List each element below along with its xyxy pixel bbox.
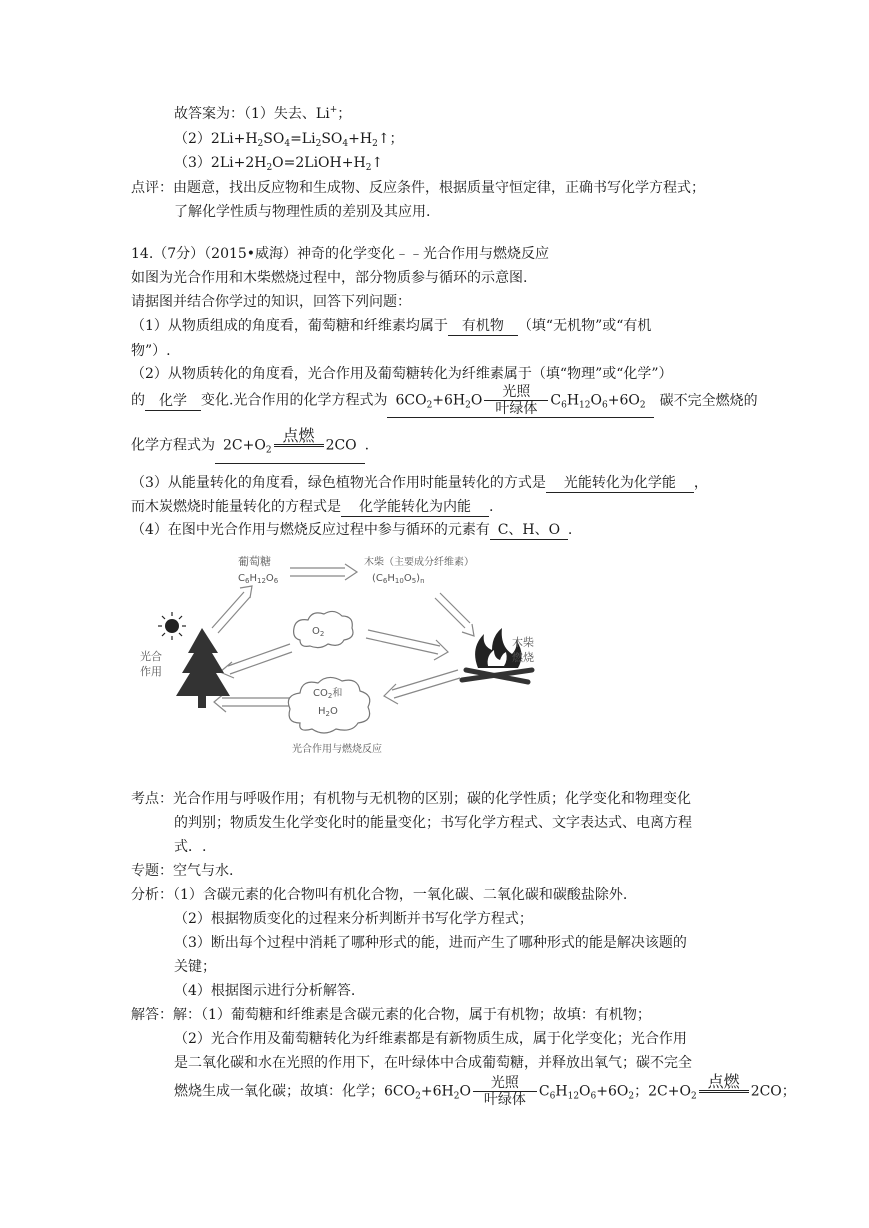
question-part-3-cont [131, 497, 493, 517]
eq-part: 2C+O [648, 1083, 691, 1100]
eq2-part: SO [321, 131, 343, 147]
part-text: （4）在图中光合作用与燃烧反应过程中参与循环的元素有 [131, 522, 490, 538]
burn-label-1: 木柴 [512, 636, 534, 649]
question-part-1-cont: 物”）. [131, 343, 171, 359]
jieda-line-3: 是二氧化碳和水在光照的作用下，在叶绿体中合成葡萄糖，并释放出氧气；碳不完全 [174, 1055, 692, 1071]
eq-sub: 2 [628, 1091, 635, 1102]
eq-sub: 12 [567, 1091, 580, 1102]
answer-equation-2 [174, 129, 404, 149]
eq-sub: 12 [579, 400, 591, 411]
part-text: （填“无机物”或“有机 [517, 318, 652, 334]
eq-part: H [566, 392, 580, 409]
eq-sub: 6 [601, 400, 608, 411]
eq3-sub: 2 [365, 163, 372, 173]
eq-part: C [550, 392, 562, 409]
jieda-line-1: 解答：解：（1）葡萄糖和纤维素是含碳元素的化合物，属于有机物；故填：有机物； [131, 1007, 651, 1023]
eq-part: C [538, 1083, 550, 1100]
eq-sub: 6 [590, 1091, 597, 1102]
answer-equation-3 [174, 153, 383, 173]
jieda-text: 燃烧生成一氧化碳；故填：化学； [174, 1083, 384, 1100]
eq-part: 6CO [384, 1083, 416, 1100]
answer-end: ； [337, 106, 352, 122]
eq2-part: +H [348, 131, 373, 147]
eq-part: +6O [607, 392, 640, 409]
answer-blank: 化学能转化为内能 [341, 498, 489, 517]
comment-line-2: 了解化学性质与物理性质的差别及其应用. [174, 204, 431, 220]
eq-sub: 2 [465, 400, 471, 411]
eq3-sub: 2 [266, 163, 273, 173]
arrow-o2-to-fire [366, 630, 448, 660]
glucose-label: 葡萄糖 [238, 555, 271, 568]
eq2-sub: 2 [257, 139, 264, 149]
eq3-part: O=2LiOH+H [272, 155, 366, 171]
carbon-cycle-diagram [140, 548, 540, 760]
eq-sub: 2 [639, 400, 646, 411]
question-part-1 [131, 316, 651, 336]
part-text: 而木炭燃烧时能量转化的方程式是 [131, 499, 341, 515]
eq2-part: SO [263, 131, 285, 147]
eq-part: +6O [596, 1083, 629, 1100]
figure-caption: 光合作用与燃烧反应 [292, 744, 382, 755]
part-text: . [489, 499, 494, 515]
reaction-condition [274, 428, 324, 463]
zhuanti-line: 专题：空气与水. [131, 863, 234, 879]
fenxi-line-1: 分析：（1）含碳元素的化合物叫有机化合物，一氧化碳、二氧化碳和碳酸盐除外. [131, 887, 628, 903]
part-text: 碳不完全燃烧的 [659, 392, 758, 409]
question-part-2-equation [131, 384, 758, 418]
question-part-3 [131, 473, 708, 493]
jieda-text: ； [634, 1083, 649, 1100]
h2o-label: $H_2O$ [318, 706, 338, 718]
jieda-line-4 [174, 1074, 796, 1109]
burn-equation [215, 428, 365, 464]
jieda-text: ； [781, 1083, 796, 1100]
eq-sub: 2 [265, 445, 272, 456]
condition-top: 点燃 [282, 426, 315, 445]
arrow-fire-to-co2 [384, 670, 460, 704]
sun-icon [158, 612, 186, 640]
wood-label: 木柴（主要成分纤维素） [364, 557, 474, 568]
eq-part: O [470, 392, 483, 409]
o2-label: $O_2$ [312, 626, 325, 638]
eq-part: H [555, 1083, 568, 1100]
eq-sub: 2 [415, 1091, 421, 1102]
eq-part: 2C+O [223, 437, 266, 454]
co2-label: $CO_2$和 [313, 688, 343, 700]
part-text: 化学方程式为 [131, 437, 215, 454]
condition-top: 光照 [490, 1075, 519, 1091]
question-part-2-burn [131, 428, 369, 464]
condition-top: 光照 [502, 384, 531, 400]
arrow-wood-to-fire [435, 593, 474, 636]
answer-blank: C、H、O [490, 521, 568, 540]
answer-line-1 [174, 104, 351, 124]
eq-sub: 2 [690, 1091, 697, 1102]
eq-part: 2CO [325, 437, 357, 454]
answer-sup: + [329, 105, 338, 115]
eq-sub: 2 [426, 400, 433, 411]
eq-part: +6H [432, 392, 466, 409]
question-intro-1: 如图为光合作用和木柴燃烧过程中，部分物质参与循环的示意图. [131, 270, 528, 286]
part-text: （1）从物质组成的角度看，葡萄糖和纤维素均属于 [131, 318, 448, 334]
fenxi-line-4: 关键； [174, 959, 216, 975]
eq-part: 2CO [750, 1083, 782, 1100]
part-text: . [364, 437, 370, 454]
eq-sub: 6 [549, 1091, 556, 1102]
tree-icon [176, 628, 230, 708]
kaodian-line-3: 式．. [174, 839, 207, 855]
eq-part: O [579, 1083, 591, 1100]
part-text: ， [693, 475, 708, 491]
eq-sub: 6 [561, 400, 567, 411]
eq2-part: （2）2Li+H [174, 131, 258, 147]
eq2-part: =Li [290, 131, 316, 147]
kaodian-line-2: 的判别；物质发生化学变化时的能量变化；书写化学方程式、文字表达式、电离方程 [174, 815, 692, 831]
condition-bottom: 叶绿体 [495, 401, 538, 417]
eq3-part: ↑ [371, 155, 384, 171]
eq3-part: （3）2Li+2H [174, 155, 267, 171]
reaction-condition [699, 1074, 749, 1109]
part-text: 的 [131, 392, 145, 409]
fenxi-line-3: （3）断出每个过程中消耗了哪种形式的能，进而产生了哪种形式的能是解决该题的 [174, 935, 687, 951]
answer-text: 故答案为：（1）失去、Li [174, 106, 330, 122]
part-text: . [567, 522, 573, 538]
eq-sub: 2 [453, 1091, 460, 1102]
photosynthesis-equation [387, 384, 653, 418]
eq2-sub: 2 [315, 139, 322, 149]
eq2-sub: 4 [284, 139, 291, 149]
eq-part: O [590, 392, 602, 409]
eq2-sub: 4 [342, 139, 349, 149]
question-intro-2: 请据图并结合你学过的知识，回答下列问题： [131, 294, 411, 310]
part-text: （3）从能量转化的角度看，绿色植物光合作用时能量转化的方式是 [131, 475, 546, 491]
kaodian-line-1: 考点：光合作用与呼吸作用；有机物与无机物的区别；碳的化学性质；化学变化和物理变化 [131, 791, 691, 807]
arrow-glucose-to-wood [290, 564, 357, 580]
eq-part: O [459, 1083, 471, 1100]
question-title: 14.（7分）（2015•威海）神奇的化学变化﹣﹣光合作用与燃烧反应 [131, 246, 550, 262]
condition-bottom: 叶绿体 [483, 1092, 526, 1108]
fenxi-line-5: （4）根据图示进行分析解答. [174, 983, 356, 999]
glucose-formula: $C_6H_{12}O_6$ [238, 573, 279, 585]
answer-blank: 化学 [145, 392, 201, 411]
eq2-part: ↑； [377, 131, 404, 147]
wood-formula: $(C_6H_{10}O_5)_n$ [372, 573, 425, 585]
answer-blank: 光能转化为化学能 [546, 474, 694, 493]
photosynthesis-label-1: 光合 [140, 650, 162, 663]
question-part-2: （2）从物质转化的角度看，光合作用及葡萄糖转化为纤维素属于（填“物理”或“化学”） [131, 366, 673, 382]
arrow-tree-to-glucose [212, 586, 252, 633]
reaction-condition [473, 1075, 537, 1108]
burn-label-2: 燃烧 [512, 651, 534, 664]
arrow-to-tree [220, 644, 292, 678]
eq-part: +6H [420, 1083, 454, 1100]
jieda-line-2: （2）光合作用及葡萄糖转化为纤维素都是有新物质生成，属于化学变化；光合作用 [174, 1031, 687, 1047]
answer-blank: 有机物 [448, 317, 518, 336]
condition-top: 点燃 [707, 1072, 740, 1091]
eq-part: 6CO [395, 392, 427, 409]
part-text: 变化.光合作用的化学方程式为 [201, 392, 388, 409]
reaction-condition [484, 384, 548, 417]
comment-line-1: 点评：由题意，找出反应物和生成物、反应条件，根据质量守恒定律，正确书写化学方程式； [131, 180, 705, 196]
fenxi-line-2: （2）根据物质变化的过程来分析判断并书写化学方程式； [174, 911, 533, 927]
eq2-sub: 2 [372, 139, 378, 149]
question-part-4 [131, 520, 572, 540]
photosynthesis-label-2: 作用 [140, 665, 162, 678]
